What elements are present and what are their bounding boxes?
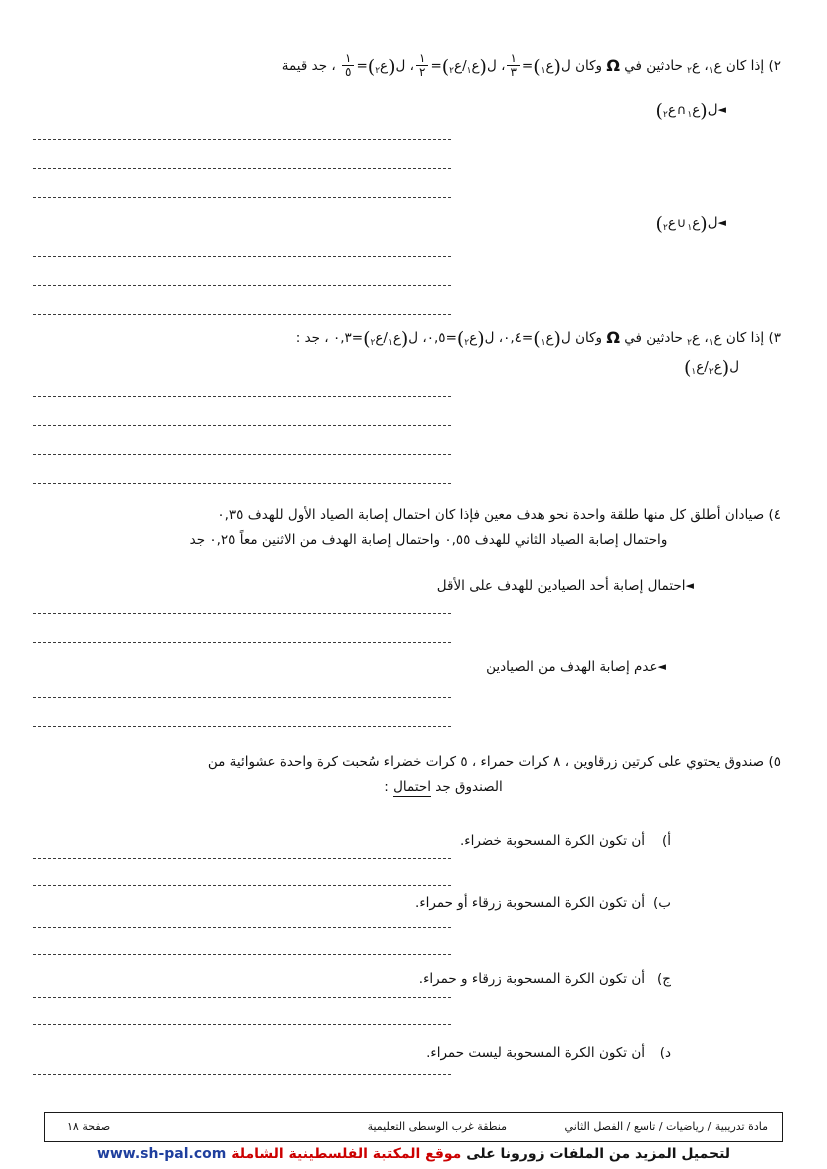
question-5-subitem-a-label: أ) bbox=[661, 833, 671, 849]
bullet-triangle-icon: ◄ bbox=[657, 660, 666, 673]
question-4 bbox=[46, 503, 781, 553]
question-4-number: ٤) bbox=[768, 507, 781, 523]
footer-region: منطقة غرب الوسطى التعليمية bbox=[367, 1120, 507, 1133]
question-2-bullet-1 bbox=[656, 100, 732, 122]
question-3-sep-3: ، bbox=[422, 330, 427, 346]
question-2-prob-3: ل(ع$_٢$)= $\frac{١}{٥}$ bbox=[340, 58, 405, 74]
question-4-bullet-1 bbox=[437, 578, 700, 594]
answer-rule bbox=[33, 1074, 451, 1075]
question-2-prob-1: ل(ع$_١$)= $\frac{١}{٣}$ bbox=[505, 58, 570, 74]
question-5 bbox=[46, 750, 781, 800]
question-3-event-2: ع$_٢$ bbox=[687, 330, 701, 348]
answer-rule bbox=[33, 726, 451, 727]
footer-subject: مادة تدريبية / رياضيات / تاسع / الفصل الثاني bbox=[564, 1120, 768, 1133]
question-3-prob-2: ل(ع$_٢$)=٠,٥ bbox=[426, 328, 495, 350]
omega-symbol: Ω bbox=[606, 328, 620, 347]
union-icon: ∪ bbox=[676, 216, 687, 231]
question-3-stem-part2: حادثين في bbox=[624, 330, 683, 346]
fraction-one-fifth: $\frac{١}{٥}$ bbox=[342, 52, 354, 78]
question-3-sep-1: ، bbox=[704, 330, 709, 346]
question-5-number: ٥) bbox=[768, 754, 781, 770]
question-2-stem bbox=[46, 50, 781, 85]
fraction-one-half: $\frac{١}{٢}$ bbox=[416, 52, 428, 78]
question-3-prob-1: ل(ع$_١$)=٠,٤ bbox=[503, 328, 571, 350]
question-5-line-2 bbox=[46, 775, 781, 800]
question-2-sep-1: ، bbox=[704, 58, 709, 74]
answer-rule bbox=[33, 697, 451, 698]
question-5-subitem-d bbox=[426, 1045, 671, 1061]
question-5-subitem-a-text: أن تكون الكرة المسحوبة خضراء. bbox=[459, 833, 645, 849]
answer-rule bbox=[33, 396, 451, 397]
question-2-event-2: ع$_٢$ bbox=[687, 58, 701, 76]
question-3-answer-expression: ل(ع$_٢$/ع$_١$) bbox=[683, 357, 739, 379]
question-2-prob-2: ل(ع$_١$/ع$_٢$)= $\frac{١}{٢}$ bbox=[414, 58, 497, 74]
question-5-subitem-b-text: أن تكون الكرة المسحوبة زرقاء أو حمراء. bbox=[415, 895, 645, 911]
question-5-text-line-2-prefix: الصندوق جد bbox=[435, 778, 503, 795]
question-3-stem bbox=[46, 322, 781, 357]
footer-box bbox=[44, 1112, 783, 1142]
question-4-bullet-2 bbox=[486, 659, 672, 675]
intersection-icon: ∩ bbox=[676, 103, 687, 118]
answer-rule bbox=[33, 197, 451, 198]
question-5-subitem-d-label: د) bbox=[659, 1045, 671, 1061]
question-4-bullet-1-text: احتمال إصابة أحد الصيادين للهدف على الأقل bbox=[436, 578, 686, 594]
bullet-triangle-icon: ◄ bbox=[685, 579, 694, 592]
question-4-text-line-2: واحتمال إصابة الصياد الثاني للهدف ٠,٥٥ واحتمال إصابة الهدف من الاثنين معاً ٠,٢٥ جد bbox=[189, 531, 668, 548]
watermark-text-red: موقع المكتبة الفلسطينية الشاملة bbox=[231, 1146, 462, 1162]
question-2-stem-part2: حادثين في bbox=[624, 58, 683, 74]
answer-rule bbox=[33, 483, 451, 484]
footer-inner bbox=[45, 1113, 782, 1141]
answer-rule bbox=[33, 454, 451, 455]
question-5-subitem-b-label: ب) bbox=[653, 895, 671, 911]
question-4-line-2 bbox=[46, 528, 781, 553]
answer-rule bbox=[33, 168, 451, 169]
answer-rule bbox=[33, 256, 451, 257]
question-3-stem-tail: ، جد : bbox=[295, 330, 329, 346]
question-5-subitem-c-text: أن تكون الكرة المسحوبة زرقاء و حمراء. bbox=[418, 971, 645, 987]
question-5-underlined-word: احتمال bbox=[393, 778, 431, 795]
answer-rule bbox=[33, 285, 451, 286]
question-4-bullet-2-text: عدم إصابة الهدف من الصيادين bbox=[486, 659, 658, 675]
question-5-subitem-c bbox=[419, 971, 671, 987]
question-3-prob-3: ل(ع$_١$/ع$_٢$)=٠,٣ bbox=[332, 328, 419, 350]
watermark-text-black: لتحميل المزيد من الملفات زورونا على bbox=[466, 1146, 731, 1162]
omega-symbol: Ω bbox=[606, 56, 620, 75]
answer-rule bbox=[33, 613, 451, 614]
question-2 bbox=[46, 50, 781, 85]
answer-rule bbox=[33, 139, 451, 140]
bullet-triangle-icon: ◄ bbox=[717, 216, 726, 229]
question-5-line-1 bbox=[46, 750, 781, 775]
question-5-subitem-d-text: أن تكون الكرة المسحوبة ليست حمراء. bbox=[426, 1045, 645, 1061]
question-3-event-1: ع$_١$ bbox=[708, 330, 722, 348]
question-2-sep-2: ، bbox=[501, 58, 506, 74]
question-5-subitem-c-label: ج) bbox=[657, 971, 671, 987]
answer-rule bbox=[33, 314, 451, 315]
answer-rule bbox=[33, 858, 451, 859]
question-2-stem-tail: ، جد قيمة bbox=[281, 58, 336, 74]
answer-rule bbox=[33, 885, 451, 886]
answer-rule bbox=[33, 425, 451, 426]
fraction-one-third: $\frac{١}{٣}$ bbox=[507, 52, 519, 78]
question-2-stem-part3: وكان bbox=[575, 58, 603, 74]
question-2-bullet-2 bbox=[656, 213, 732, 235]
question-5-text-line-2-suffix: : bbox=[384, 778, 394, 795]
question-3-sep-2: ، bbox=[498, 330, 504, 346]
answer-rule bbox=[33, 997, 451, 998]
question-3-answer-expr bbox=[684, 357, 739, 379]
question-3-stem-part3: وكان bbox=[575, 330, 603, 346]
question-2-stem-part1: إذا كان bbox=[725, 58, 765, 74]
answer-rule bbox=[33, 642, 451, 643]
footer-page-number: صفحة ١٨ bbox=[67, 1120, 111, 1133]
bullet-triangle-icon: ◄ bbox=[717, 103, 726, 116]
question-3-stem-part1: إذا كان bbox=[725, 330, 765, 346]
watermark-url[interactable]: www.sh-pal.com bbox=[96, 1146, 227, 1162]
question-5-text-line-1: صندوق يحتوي على كرتين زرقاوين ، ٨ كرات حمراء ، ٥ كرات خضراء سُحبت كرة واحدة عشوائية من bbox=[207, 754, 765, 770]
question-2-sep-3: ، bbox=[409, 58, 414, 74]
question-4-line-1 bbox=[46, 503, 781, 528]
answer-rule bbox=[33, 927, 451, 928]
question-5-subitem-b bbox=[415, 895, 671, 911]
question-2-bullet-2-expr: ل(ع$_١$∪ع$_٢$) bbox=[655, 213, 718, 235]
question-4-text-line-1: صيادان أطلق كل منها طلقة واحدة نحو هدف معين فإذا كان احتمال إصابة الصياد الأول للهدف ٠,٣٥ bbox=[217, 507, 765, 523]
question-2-event-1: ع$_١$ bbox=[708, 58, 722, 76]
question-3 bbox=[46, 322, 781, 357]
question-5-subitem-a bbox=[460, 833, 671, 849]
question-2-number: ٢) bbox=[768, 58, 781, 74]
answer-rule bbox=[33, 954, 451, 955]
question-2-bullet-1-expr: ل(ع$_١$∩ع$_٢$) bbox=[655, 100, 718, 122]
answer-rule bbox=[33, 1024, 451, 1025]
question-3-number: ٣) bbox=[768, 330, 781, 346]
watermark bbox=[0, 1146, 827, 1162]
